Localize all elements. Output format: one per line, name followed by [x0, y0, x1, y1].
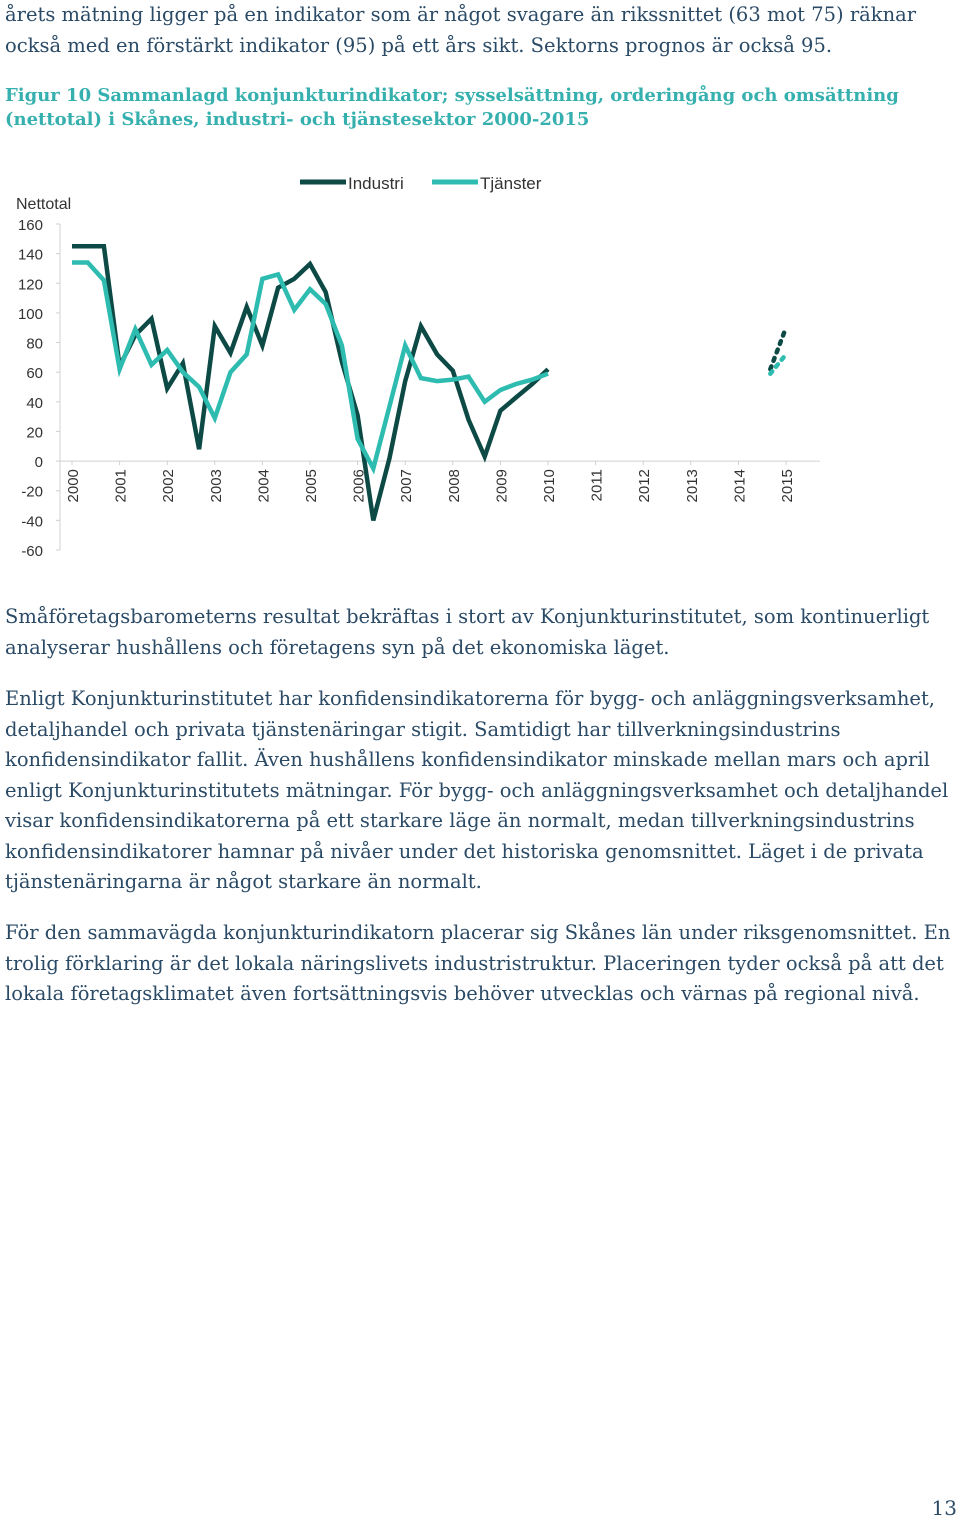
x-tick-label: 2000	[65, 469, 82, 503]
paragraph-2: Enligt Konjunkturinstitutet har konfidensindikatorerna för bygg- och anläggningsverksamhet, detaljhandel och privata tjänstenäringar stigit. Samtidigt har tillverkningsindustrins konfidensindikator fallit. Även hushållens konfidensindikator minskade mellan mars och april enligt Konjunkturinstitutets mätningar. För bygg- och anläggningsverksamhet och detaljhandel visar konfidensindikatorerna på ett starkare läge än normalt, medan tillverkningsindustrins konfidensindikatorer hamnar på nivåer under det historiska genomsnittet. Läget i de privata tjänstenäringarna är något starkare än normalt.	[5, 687, 949, 893]
y-tick-label: 60	[26, 365, 43, 383]
paragraph-1: Småföretagsbarometerns resultat bekräftas i stort av Konjunkturinstitutet, som kontinuerligt analyserar hushållens och företagens syn på det ekonomiska läget.	[5, 605, 930, 659]
x-tick-label: 2007	[398, 469, 416, 503]
x-tick-label: 2005	[303, 469, 320, 503]
x-tick-label: 2001	[112, 469, 130, 503]
x-tick-label: 2003	[207, 469, 225, 503]
y-axis-label: Nettotal	[16, 196, 72, 213]
y-tick-label: 20	[26, 424, 43, 442]
x-axis-ticks	[65, 461, 796, 502]
y-tick-label: 120	[17, 276, 43, 294]
x-tick-label: 2002	[160, 469, 178, 503]
line-chart	[0, 160, 960, 580]
y-tick-label: 80	[26, 335, 43, 353]
y-axis-ticks	[18, 217, 60, 560]
legend-industri-label: Industri	[348, 174, 404, 193]
x-tick-label: 2011	[588, 469, 606, 502]
figure-caption: Figur 10 Sammanlagd konjunkturindikator; sysselsättning, orderingång och omsättning (nettotal) i Skånes, industri- och tjänstesektor 2000-2015	[5, 85, 899, 130]
y-tick-label: -20	[21, 483, 43, 501]
x-tick-label: 2010	[541, 469, 558, 503]
y-tick-label: 140	[17, 246, 43, 264]
y-tick-label: 0	[34, 454, 43, 472]
x-tick-label: 2009	[493, 469, 511, 503]
intro-paragraph: årets mätning ligger på en indikator som är något svagare än rikssnittet (63 mot 75) räknar också med en förstärkt indikator (95) på ett års sikt. Sektorns prognos är också 95.	[5, 3, 917, 57]
legend-tjanster-label: Tjänster	[480, 174, 542, 193]
y-tick-label: 40	[26, 394, 43, 412]
y-tick-label: -60	[21, 543, 43, 560]
chart-legend	[300, 174, 542, 193]
x-tick-label: 2013	[683, 469, 701, 503]
x-tick-label: 2012	[636, 469, 654, 503]
y-tick-label: 160	[17, 217, 43, 234]
x-tick-label: 2006	[350, 469, 368, 503]
paragraph-3: För den sammavägda konjunkturindikatorn placerar sig Skånes län under riksgenomsnittet. En trolig förklaring är det lokala näringslivets industristruktur. Placeringen tyder också på att det lokala företagsklimatet även fortsättningsvis behöver utvecklas och värnas på regional nivå.	[5, 921, 951, 1005]
y-tick-label: 100	[17, 305, 43, 323]
y-tick-label: -40	[21, 513, 43, 531]
x-tick-label: 2004	[255, 469, 273, 503]
page-number: 13	[931, 1496, 957, 1520]
x-tick-label: 2008	[445, 469, 463, 503]
x-tick-label: 2014	[731, 469, 749, 503]
x-tick-label: 2015	[779, 469, 796, 503]
chart-series	[72, 246, 786, 520]
